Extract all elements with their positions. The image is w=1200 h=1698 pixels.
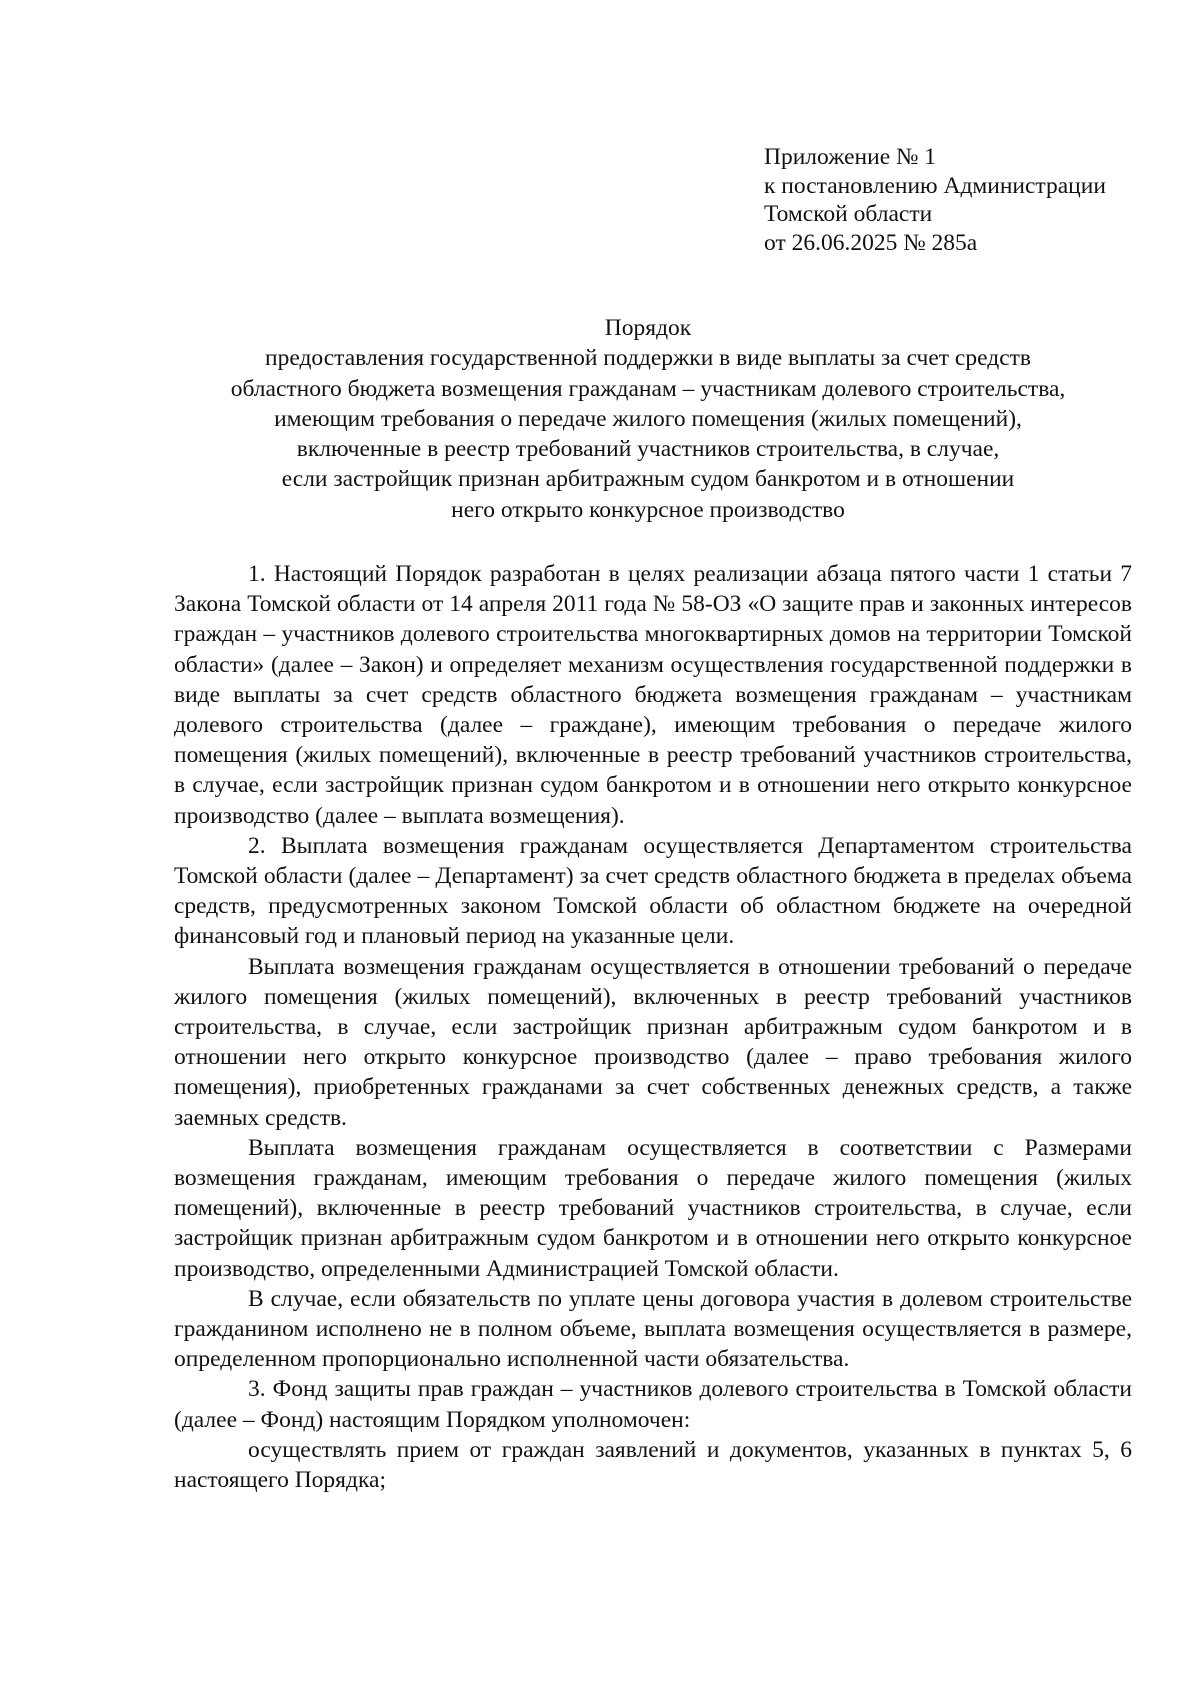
appendix-line: Приложение № 1 bbox=[764, 144, 937, 170]
title-line: областного бюджета возмещения гражданам – участникам долевого строительства, bbox=[230, 375, 1066, 402]
title-heading: Порядок bbox=[604, 315, 692, 341]
title-line: него открыто конкурсное производство bbox=[451, 496, 845, 523]
title-line: имеющим требования о передаче жилого помещения (жилых помещений), bbox=[274, 405, 1022, 432]
appendix-line: от 26.06.2025 № 285а bbox=[764, 229, 978, 256]
appendix-header bbox=[764, 143, 1164, 257]
appendix-line: Томской области bbox=[764, 201, 933, 228]
paragraph: осуществлять прием от граждан заявлений и документов, указанных в пунктах 5, 6 настоящего Порядка; bbox=[174, 1436, 1132, 1494]
paragraph: Выплата возмещения гражданам осуществляется в соответствии с Размерами возмещения гражданам, имеющим требования о передаче жилого помещения (жилых помещений), включенные в реестр требований участников строительства, в случае, если застройщик признан арбитражным судом банкротом и в отношении него открыто конкурсное производство, определенными Администрацией Томской области. bbox=[174, 1134, 1132, 1282]
title-line: предоставления государственной поддержки в виде выплаты за счет средств bbox=[265, 345, 1031, 372]
title-line: если застройщик признан арбитражным судом банкротом и в отношении bbox=[281, 466, 1015, 493]
title-line: включенные в реестр требований участников строительства, в случае, bbox=[296, 436, 1000, 463]
paragraph: 2. Выплата возмещения гражданам осуществляется Департаментом строительства Томской области (далее – Департамент) за счет средств областного бюджета в пределах объема средств, предусмотренных законом Томской области об областном бюджете на очередной финансовый год и плановый период на указанные цели. bbox=[174, 832, 1132, 950]
document-title bbox=[160, 313, 1136, 525]
appendix-line: к постановлению Администрации bbox=[764, 172, 1106, 199]
paragraph: 3. Фонд защиты прав граждан – участников долевого строительства в Томской области (далее – Фонд) настоящим Порядком уполномочен: bbox=[174, 1376, 1132, 1433]
paragraph: 1. Настоящий Порядок разработан в целях реализации абзаца пятого части 1 статьи 7 Закона Томской области от 14 апреля 2011 года № 58-ОЗ «О защите прав и законных интересов граждан – участников долевого строительства многоквартирных домов на территории Томской области» (далее – Закон) и определяет механизм осуществления государственной поддержки в виде выплаты за счет средств областного бюджета возмещения гражданам – участникам долевого строительства (далее – граждане), имеющим требования о передаче жилого помещения (жилых помещений), включенные в реестр требований участников строительства, в случае, если застройщик признан судом банкротом и в отношении него открыто конкурсное производство (далее – выплата возмещения). bbox=[174, 561, 1132, 829]
paragraph: Выплата возмещения гражданам осуществляется в отношении требований о передаче жилого помещения (жилых помещений), включенных в реестр требований участников строительства, в случае, если застройщик признан арбитражным судом банкротом и в отношении него открыто конкурсное производство (далее – право требования жилого помещения), приобретенных гражданами за счет собственных денежных средств, а также заемных средств. bbox=[174, 953, 1132, 1131]
document-body bbox=[174, 559, 1132, 1495]
paragraph: В случае, если обязательств по уплате цены договора участия в долевом строительстве гражданином исполнено не в полном объеме, выплата возмещения осуществляется в размере, определенном пропорционально исполненной части обязательства. bbox=[174, 1285, 1132, 1373]
